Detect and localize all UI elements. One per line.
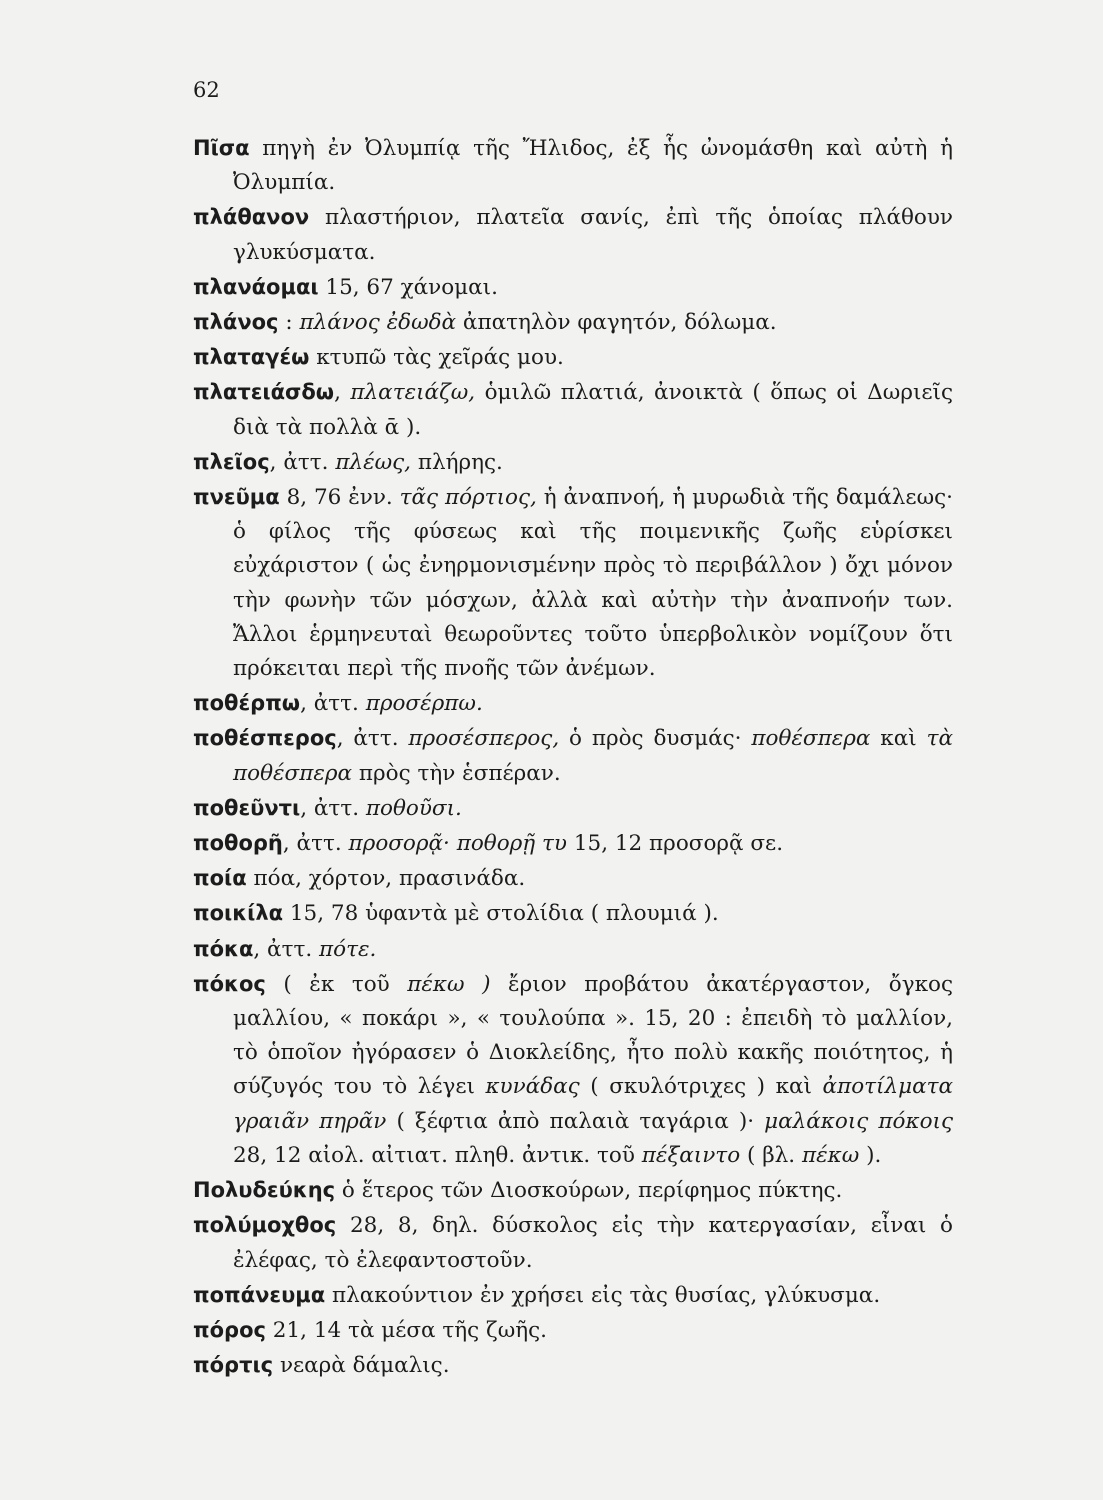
entry-text: πρὸς τὴν ἑσπέραν. [352, 760, 561, 786]
entry-headword: πόρτις [193, 1353, 274, 1378]
entry-text: : [278, 310, 300, 336]
entry-text: , ἀττ. [282, 831, 349, 857]
entry-italic-text: προσορᾷ· ποθορῇ τυ [348, 831, 567, 857]
entry-italic-text: προσέρπω. [365, 691, 483, 717]
entry-headword: ποθέσπερος [193, 726, 337, 751]
entry-headword: πλατειάσδω [193, 380, 335, 405]
entry-italic-text: πέξαιντο [641, 1142, 741, 1168]
entry-text: , [334, 380, 351, 406]
entry-italic-text: προσέσπερος, [408, 726, 560, 752]
glossary-entry [193, 721, 953, 790]
entry-text: καὶ [870, 726, 927, 752]
glossary-entry [193, 932, 953, 967]
entry-text: 8, 76 ἐνν. [279, 485, 400, 511]
entry-headword: πλαταγέω [193, 345, 310, 370]
entry-headword: ποικίλα [193, 901, 284, 926]
glossary-entry [193, 480, 953, 686]
entry-text: ἀπατηλὸν φαγητόν, δόλωμα. [456, 310, 777, 336]
glossary-entry [193, 1313, 953, 1348]
glossary-entry [193, 131, 953, 200]
entry-text: πλαστήριον, πλατεῖα σανίς, ἐπὶ τῆς ὁποίας πλάθουν γλυκύσματα. [233, 205, 953, 265]
entry-text: ὁ πρὸς δυσμάς· [559, 726, 752, 752]
entry-headword: Πολυδεύκης [193, 1178, 336, 1203]
entry-headword: ποία [193, 866, 247, 891]
glossary-entry [193, 375, 953, 444]
entry-text: , ἀττ. [253, 936, 320, 962]
entry-text: ἡ ἀναπνοή, ἡ μυρωδιὰ τῆς δαμάλεως· ὁ φίλος τῆς φύσεως καὶ τῆς ποιμενικῆς ζωῆς εὑρίσκει εὐχάριστον ( ὡς ἐνηρμονισμένην πρὸς τὸ περιβάλλον ) ὄχι μόνον τὴν φωνὴν τῶν μόσχων, ἀλλὰ καὶ αὐτὴν τὴν ἀναπνοήν των. Ἄλλοι ἑρμηνευταὶ θεωροῦντες τοῦτο ὑπερβολικὸν νομίζουν ὅτι πρόκειται περὶ τῆς πνοῆς τῶν ἀνέμων. [233, 485, 953, 682]
entry-italic-text: πότε. [319, 936, 377, 962]
entry-text: ὁμιλῶ πλατιά, ἀνοικτὰ ( ὅπως οἱ Δωριεῖς διὰ τὰ πολλὰ ᾱ ). [233, 380, 954, 440]
entry-text: 15, 67 χάνομαι. [318, 274, 498, 300]
entry-italic-text: ποθοῦσι. [365, 795, 462, 821]
entry-italic-text: πλέως, [335, 449, 412, 475]
entry-text: 21, 14 τὰ μέσα τῆς ζωῆς. [265, 1317, 547, 1343]
entry-italic-text: τὰ ποθέσπερα [233, 726, 953, 786]
entry-headword: πλάνος [193, 310, 279, 335]
entry-text: , ἀττ. [300, 691, 366, 717]
entry-text: νεαρὰ δάμαλις. [273, 1353, 450, 1379]
entry-headword: πνεῦμα [193, 485, 280, 510]
glossary-entry [193, 967, 953, 1173]
entry-text: 15, 12 προσορᾷ σε. [567, 831, 784, 857]
entry-text: 15, 78 ὑφαντὰ μὲ στολίδια ( πλουμιά ). [283, 901, 719, 927]
glossary-entry [193, 686, 953, 721]
entry-text: 28, 8, δηλ. δύσκολος εἰς τὴν κατεργασίαν, εἶναι ὁ ἐλέφας, τὸ ἐλεφαντοστοῦν. [233, 1213, 953, 1273]
entry-text: ἔριον προβάτου ἀκατέργαστον, ὄγκος μαλλίου, « ποκάρι », « τουλούπα ». 15, 20 : ἐπειδὴ τὸ μαλλίον, τὸ ὁποῖον ἠγόρασεν ὁ Διοκλείδης, ἦτο πολὺ κακῆς ποιότητος, ἡ σύζυγός του τὸ λέγει [233, 971, 953, 1100]
glossary-entry [193, 1348, 953, 1383]
glossary-entry [193, 1278, 953, 1313]
entry-text: ( σκυλότριχες ) καὶ [579, 1074, 823, 1100]
glossary-entry [193, 305, 953, 340]
entry-headword: πλανάομαι [193, 274, 319, 299]
entry-text: , ἀττ. [269, 449, 336, 475]
entry-text: πλήρης. [411, 449, 503, 475]
glossary-entry [193, 826, 953, 861]
glossary-entry [193, 445, 953, 480]
entry-text: ( ἐκ τοῦ [265, 971, 408, 997]
entry-headword: πόκος [193, 971, 266, 996]
entry-text: πηγὴ ἐν Ὀλυμπίᾳ τῆς Ἤλιδος, ἐξ ἧς ὠνομάσθη καὶ αὐτὴ ἡ Ὀλυμπία. [233, 136, 953, 196]
glossary-entry [193, 340, 953, 375]
entry-text: 28, 12 αἰολ. αἰτιατ. πληθ. ἀντικ. τοῦ [233, 1142, 642, 1168]
entry-text: πλακούντιον ἐν χρήσει εἰς τὰς θυσίας, γλύκυσμα. [325, 1282, 881, 1308]
entry-headword: πόρος [193, 1317, 266, 1342]
entry-headword: ποθέρπω [193, 691, 301, 716]
entry-headword: ποπάνευμα [193, 1282, 326, 1307]
entry-text: ὁ ἕτερος τῶν Διοσκούρων, περίφημος πύκτης. [335, 1178, 843, 1204]
entry-text: πόα, χόρτον, πρασινάδα. [246, 866, 526, 892]
entry-headword: πλάθανον [193, 205, 310, 230]
entry-headword: Πῖσα [193, 136, 250, 160]
glossary-entry [193, 1208, 953, 1277]
entry-text: ( βλ. [740, 1142, 802, 1168]
glossary-entry [193, 791, 953, 826]
entry-text: κτυπῶ τὰς χεῖράς μου. [309, 345, 564, 371]
entry-italic-text: τᾶς πόρτιος, [399, 485, 537, 511]
entry-text: ). [859, 1142, 882, 1168]
entry-headword: ποθεῦντι [193, 795, 301, 820]
entry-text: ( ξέφτια ἀπὸ παλαιὰ ταγάρια )· [386, 1108, 765, 1134]
entry-headword: πολύμοχθος [193, 1213, 337, 1238]
entry-italic-text: κυνάδας [485, 1074, 580, 1100]
page-number: 62 [193, 78, 220, 102]
entry-headword: πλεῖος [193, 449, 270, 474]
entry-italic-text: πλατειάζω, [350, 380, 476, 406]
entry-headword: ποθορῆ [193, 831, 283, 856]
glossary-entry [193, 200, 953, 269]
glossary-entry [193, 270, 953, 305]
glossary-entry [193, 861, 953, 896]
entry-italic-text: ἀποτίλματα γραιᾶν πηρᾶν [233, 1074, 953, 1134]
entry-italic-text: ποθέσπερα [751, 726, 871, 752]
glossary-entry [193, 896, 953, 931]
entry-italic-text: πέκω ) [407, 971, 491, 997]
glossary-entries [193, 131, 953, 1383]
entry-italic-text: πέκω [801, 1142, 860, 1168]
entry-text: , ἀττ. [300, 795, 366, 821]
entry-italic-text: μαλάκοις πόκοις [764, 1108, 953, 1134]
entry-text: , ἀττ. [336, 726, 409, 752]
entry-headword: πόκα [193, 936, 254, 961]
entry-italic-text: πλάνος ἐδωδὰ [299, 310, 457, 336]
glossary-entry [193, 1173, 953, 1208]
